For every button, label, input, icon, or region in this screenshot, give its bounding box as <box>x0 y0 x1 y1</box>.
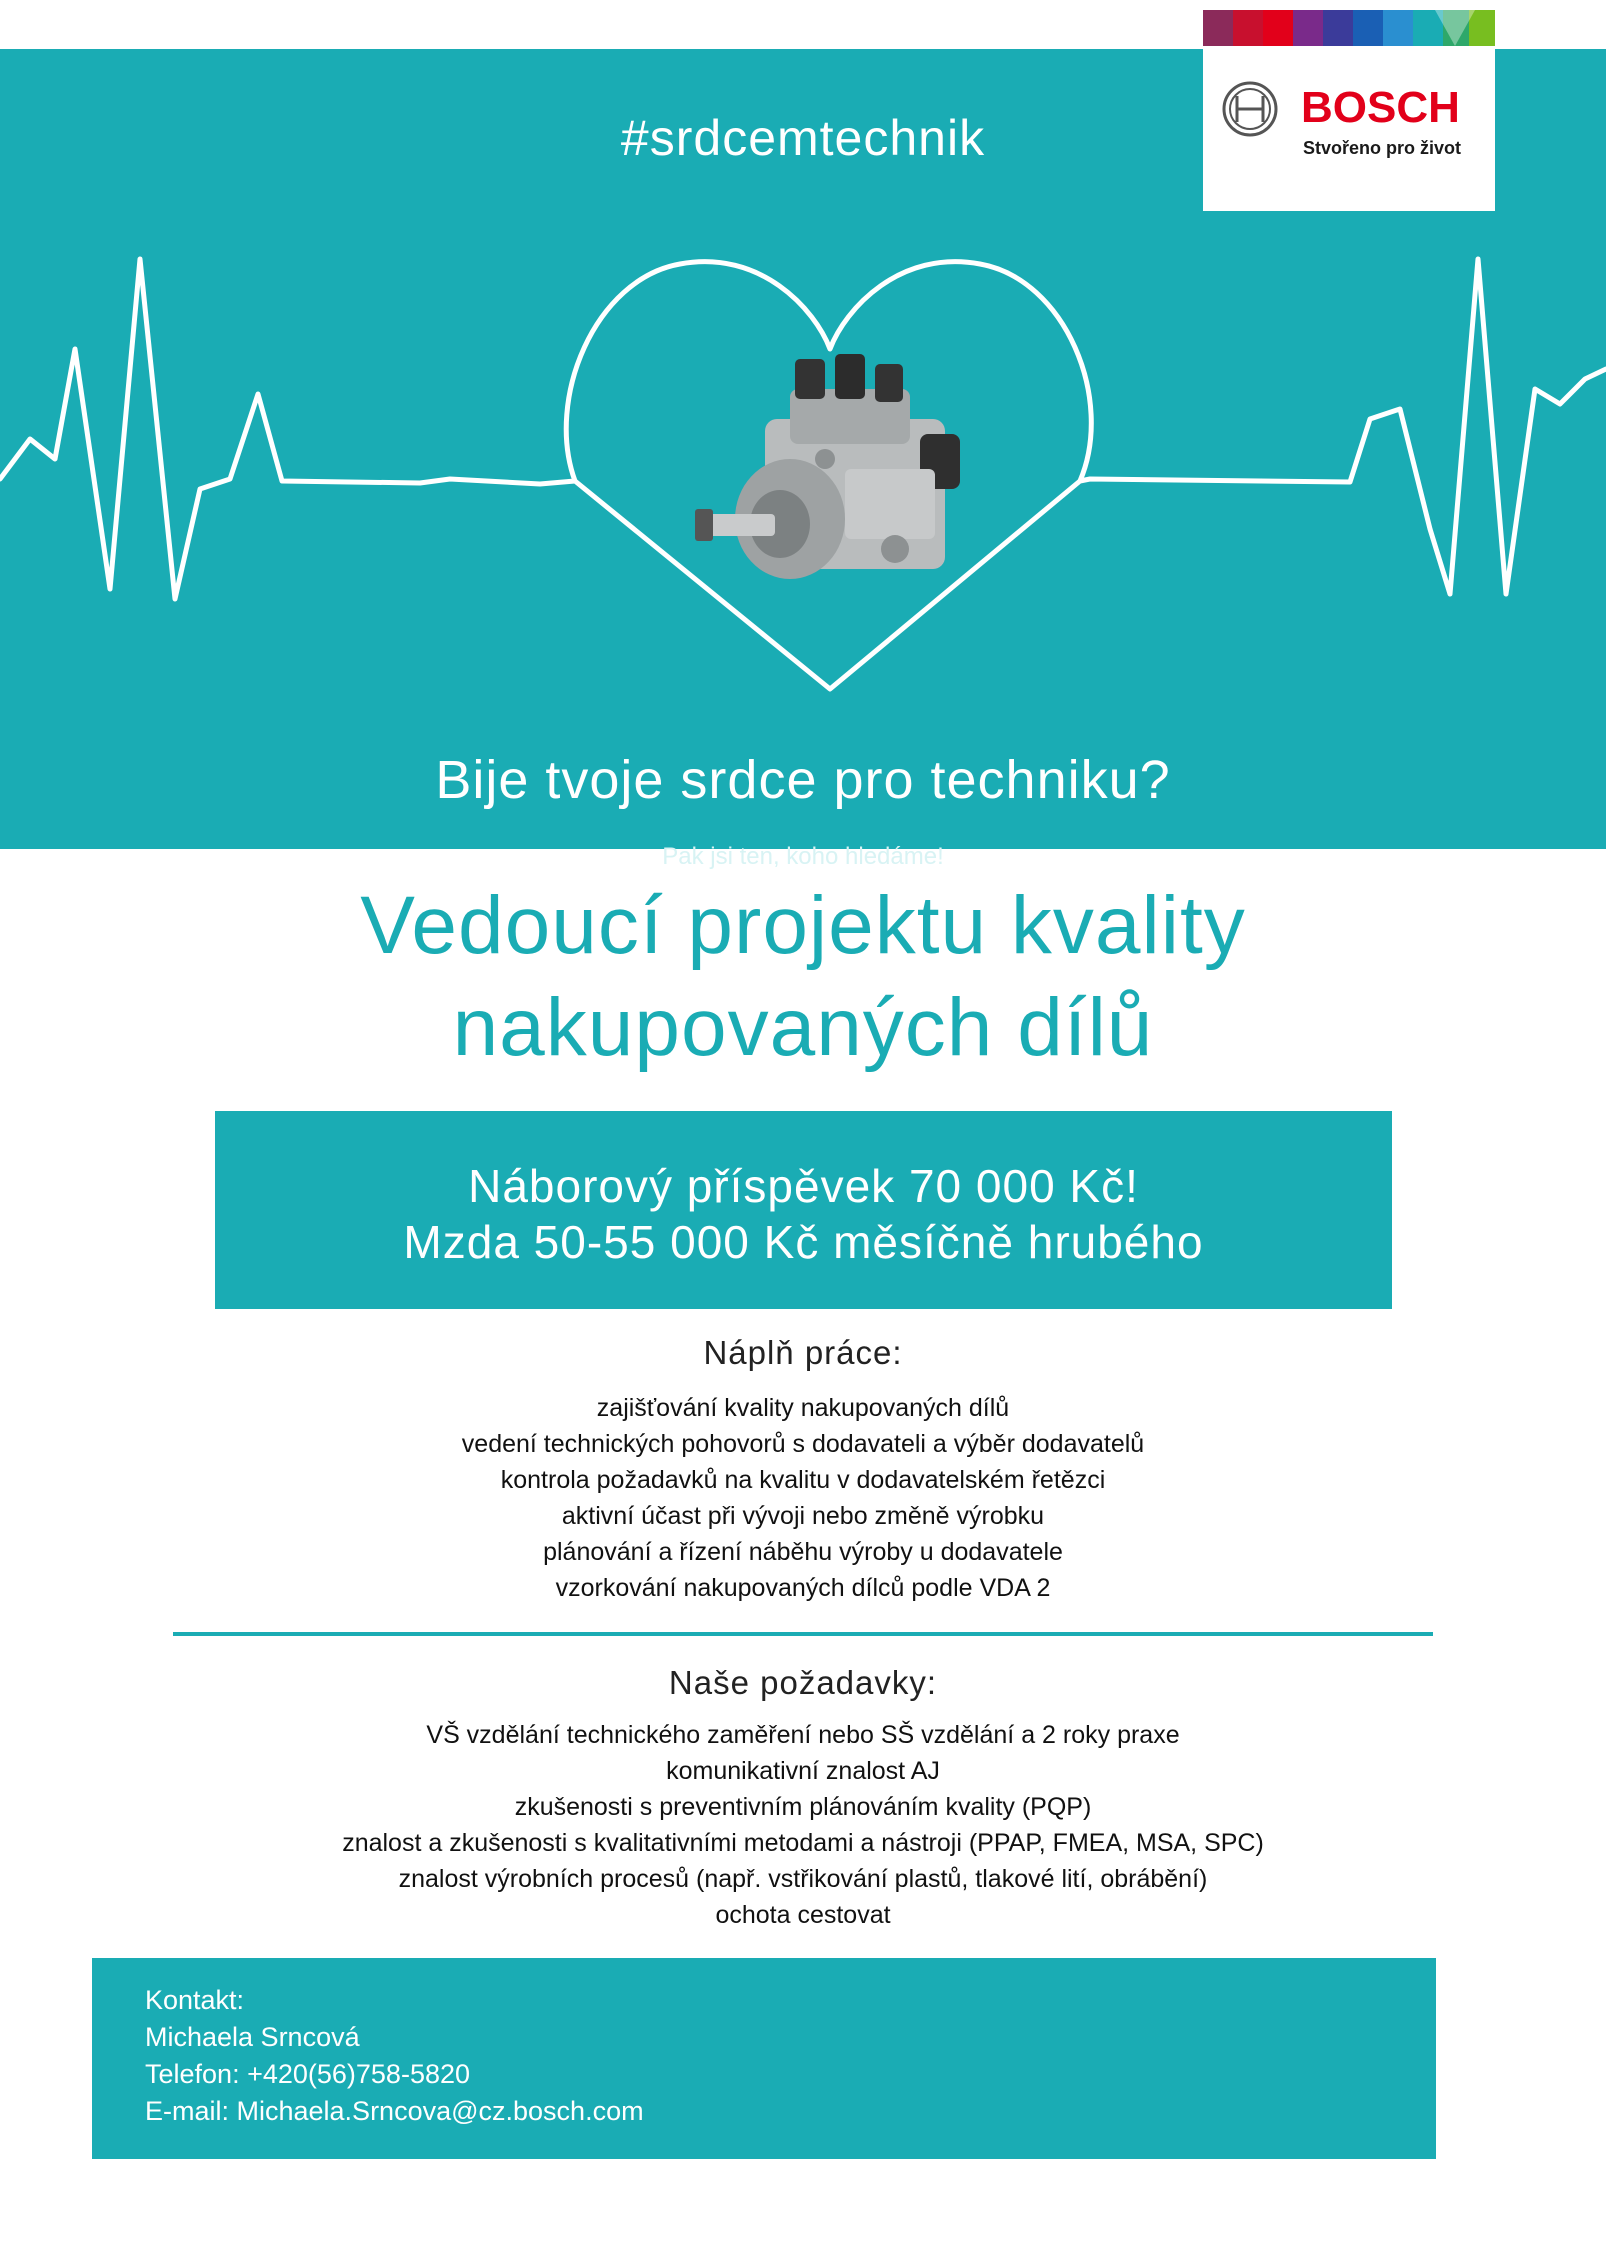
job-title <box>0 875 1606 1079</box>
recruitment-bonus: Náborový příspěvek 70 000 Kč! <box>468 1160 1139 1212</box>
contact-name: Michaela Srncová <box>145 2022 360 2052</box>
bosch-armature-icon <box>1221 80 1279 138</box>
brand-tagline: Stvořeno pro život <box>1303 138 1462 158</box>
contact-heading: Kontakt: <box>145 1985 245 2015</box>
job-title-line-2: nakupovaných dílů <box>452 982 1154 1073</box>
monthly-salary: Mzda 50-55 000 Kč měsíčně hrubého <box>403 1216 1204 1268</box>
sub-headline: Pak jsi ten, koho hledáme! <box>662 843 944 870</box>
salary-box <box>215 1111 1392 1309</box>
fuel-pump-image <box>695 349 985 609</box>
list-item: vzorkování nakupovaných dílců podle VDA 2 <box>555 1574 1051 1602</box>
requirements-title: Naše požadavky: <box>668 1664 938 1701</box>
color-strip <box>1203 10 1495 46</box>
section-divider <box>173 1632 1433 1636</box>
headline: Bije tvoje srdce pro techniku? <box>435 750 1171 810</box>
duties-list <box>0 1390 1606 1606</box>
contact-phone[interactable]: Telefon: +420(56)758-5820 <box>145 2059 471 2089</box>
list-item: kontrola požadavků na kvalitu v dodavatelském řetězci <box>500 1466 1106 1494</box>
list-item: aktivní účast při vývoji nebo změně výrobku <box>561 1502 1045 1530</box>
brand-name: BOSCH <box>1301 83 1460 132</box>
list-item: znalost výrobních procesů (např. vstřikování plastů, tlakové lití, obrábění) <box>398 1865 1208 1893</box>
bosch-logo-box <box>1203 10 1495 211</box>
contact-email[interactable]: E-mail: Michaela.Srncova@cz.bosch.com <box>145 2096 644 2126</box>
list-item: zkušenosti s preventivním plánováním kvality (PQP) <box>514 1793 1092 1821</box>
list-item: VŠ vzdělání technického zaměření nebo SŠ vzdělání a 2 roky praxe <box>426 1721 1180 1749</box>
job-title-line-1: Vedoucí projektu kvality <box>360 880 1246 971</box>
list-item: zajišťování kvality nakupovaných dílů <box>596 1394 1010 1422</box>
duties-title: Náplň práce: <box>703 1334 903 1371</box>
contact-box <box>92 1958 1436 2159</box>
list-item: ochota cestovat <box>715 1901 891 1929</box>
hashtag: #srdcemtechnik <box>620 110 986 166</box>
list-item: plánování a řízení náběhu výroby u dodavatele <box>543 1538 1063 1566</box>
list-item: komunikativní znalost AJ <box>666 1757 940 1785</box>
list-item: vedení technických pohovorů s dodavateli a výběr dodavatelů <box>461 1430 1145 1458</box>
requirements-list <box>0 1717 1606 1933</box>
list-item: znalost a zkušenosti s kvalitativními metodami a nástroji (PPAP, FMEA, MSA, SPC) <box>342 1829 1264 1857</box>
